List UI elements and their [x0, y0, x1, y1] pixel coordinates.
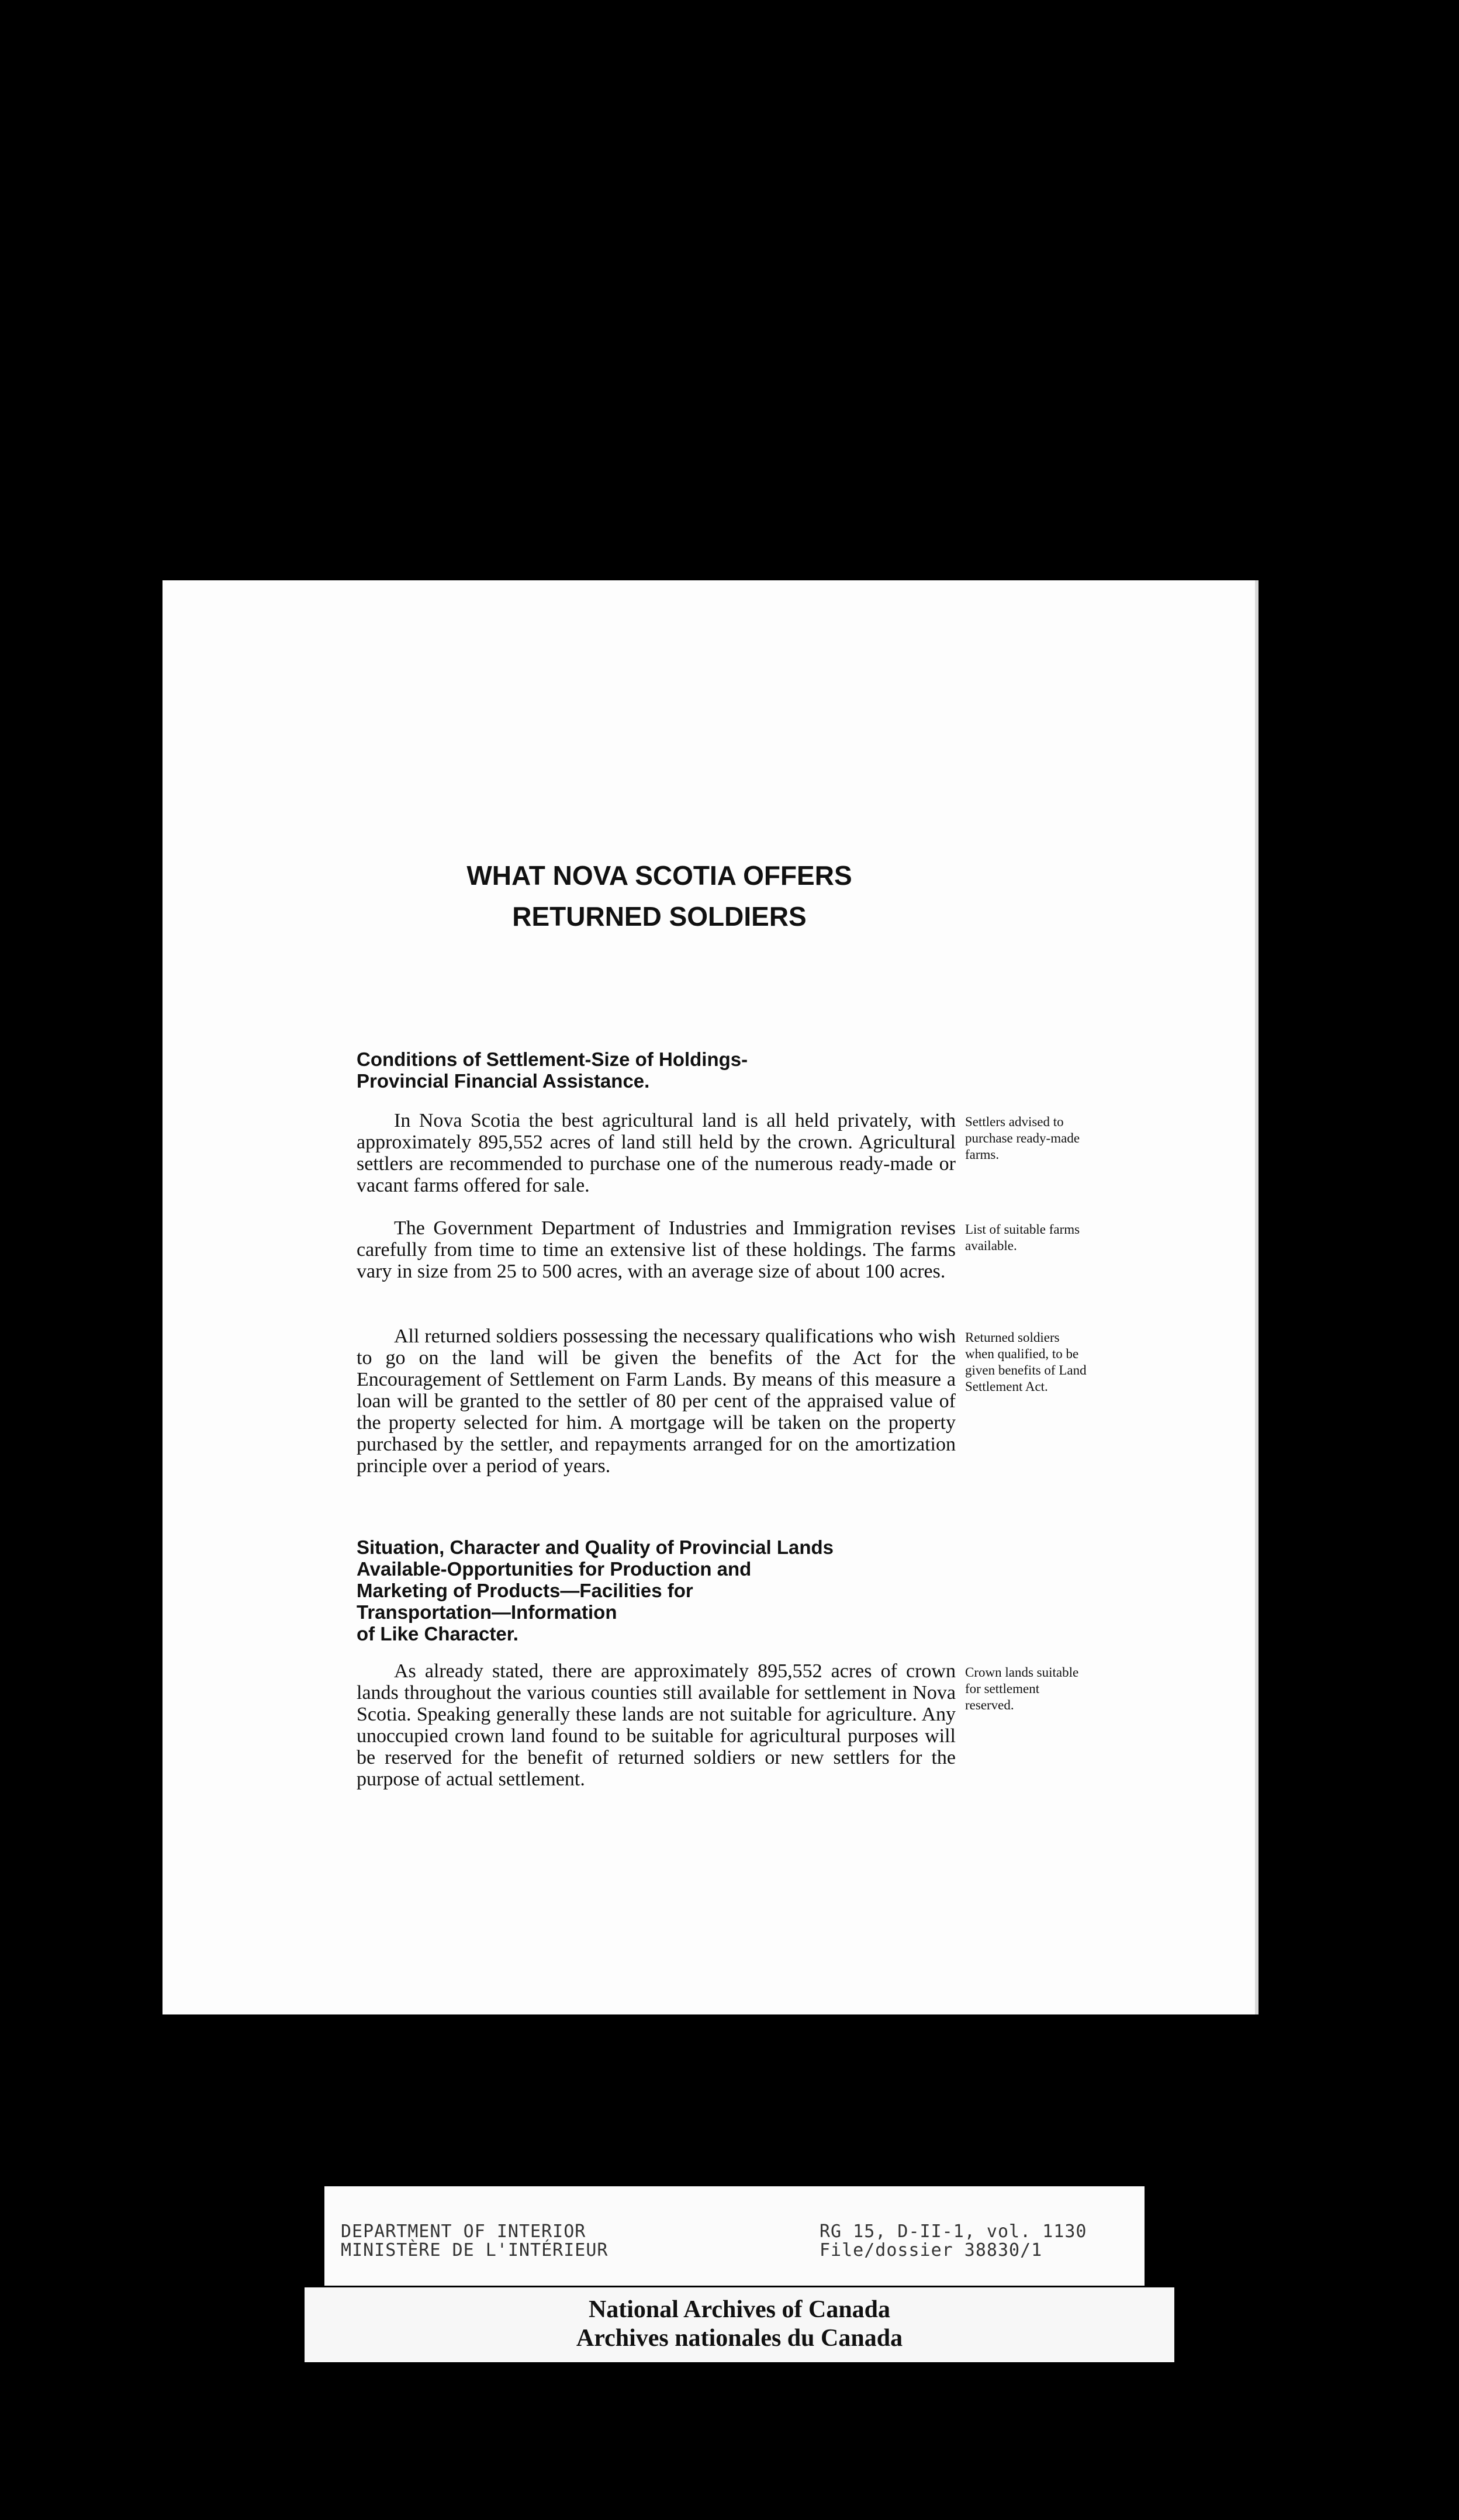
- section-1-paragraph-2: The Government Department of Industries and Immigration revises carefully from time to time an extensive list of these holdings. The farms vary in size from 25 to 500 acres, with an average size of about 100 acres.: [357, 1217, 956, 1282]
- document-page: [163, 580, 1259, 2014]
- archive-reference-label: [324, 2186, 1145, 2286]
- title-line-2: RETURNED SOLDIERS: [512, 901, 807, 932]
- department-french: MINISTÈRE DE L'INTÉRIEUR: [341, 2240, 609, 2261]
- margin-note-settlers-advised: Settlers advised to purchase ready-made farms.: [965, 1114, 1080, 1162]
- section-2-heading-line-5: of Like Character.: [357, 1623, 518, 1645]
- title-line-1: WHAT NOVA SCOTIA OFFERS: [466, 860, 852, 891]
- section-2-heading-line-4: Transportation—Information: [357, 1601, 617, 1623]
- section-2-heading-line-1: Situation, Character and Quality of Provincial Lands: [357, 1536, 834, 1558]
- archives-name-french: Archives nationales du Canada: [576, 2325, 903, 2352]
- record-group-reference: RG 15, D-II-1, vol. 1130: [820, 2221, 1087, 2242]
- department-label: [341, 2223, 608, 2260]
- section-2-paragraph-1: As already stated, there are approximately 895,552 acres of crown lands throughout the various counties still available for settlement in Nova Scotia. Speaking generally these lands are not suitable for agriculture. Any unoccupied crown land found to be suitable for agricultural purposes will be reserved for the benefit of returned soldiers or new settlers for the purpose of actual settlement.: [357, 1660, 956, 1790]
- section-1-paragraph-3: All returned soldiers possessing the necessary qualifications who wish to go on the land will be given the benefits of the Act for the Encouragement of Settlement on Farm Lands. By means of this measure a loan will be granted to the settler of 80 per cent of the appraised value of the property selected for him. A mortgage will be taken on the property purchased by the settler, and repayments arranged for on the amortization principle over a period of years.: [357, 1325, 956, 1477]
- margin-note-list-of-farms: List of suitable farms available.: [965, 1222, 1080, 1253]
- section-2-heading: [357, 1536, 834, 1645]
- section-2-heading-line-2: Available-Opportunities for Production and: [357, 1558, 752, 1580]
- document-title: [163, 855, 1156, 937]
- archives-banner-text: [305, 2296, 1174, 2353]
- reference-label: [820, 2223, 1087, 2260]
- archives-banner: [305, 2287, 1174, 2362]
- section-1-heading: [357, 1048, 748, 1092]
- section-1-paragraph-1: In Nova Scotia the best agricultural land is all held privately, with approximately 895,552 acres of land still held by the crown. Agricultural settlers are recommended to purchase one of the numerous ready-made or vacant farms offered for sale.: [357, 1110, 956, 1196]
- section-1-heading-line-2: Provincial Financial Assistance.: [357, 1070, 650, 1092]
- department-english: DEPARTMENT OF INTERIOR: [341, 2221, 586, 2242]
- margin-note-returned-soldiers: Returned soldiers when qualified, to be given benefits of Land Settlement Act.: [965, 1330, 1087, 1394]
- margin-note-crown-lands: Crown lands suitable for settlement reserved.: [965, 1665, 1079, 1712]
- section-1-heading-line-1: Conditions of Settlement-Size of Holdings-: [357, 1048, 748, 1070]
- section-2-heading-line-3: Marketing of Products—Facilities for: [357, 1580, 693, 1601]
- archives-name-english: National Archives of Canada: [588, 2296, 891, 2323]
- file-reference: File/dossier 38830/1: [820, 2240, 1043, 2261]
